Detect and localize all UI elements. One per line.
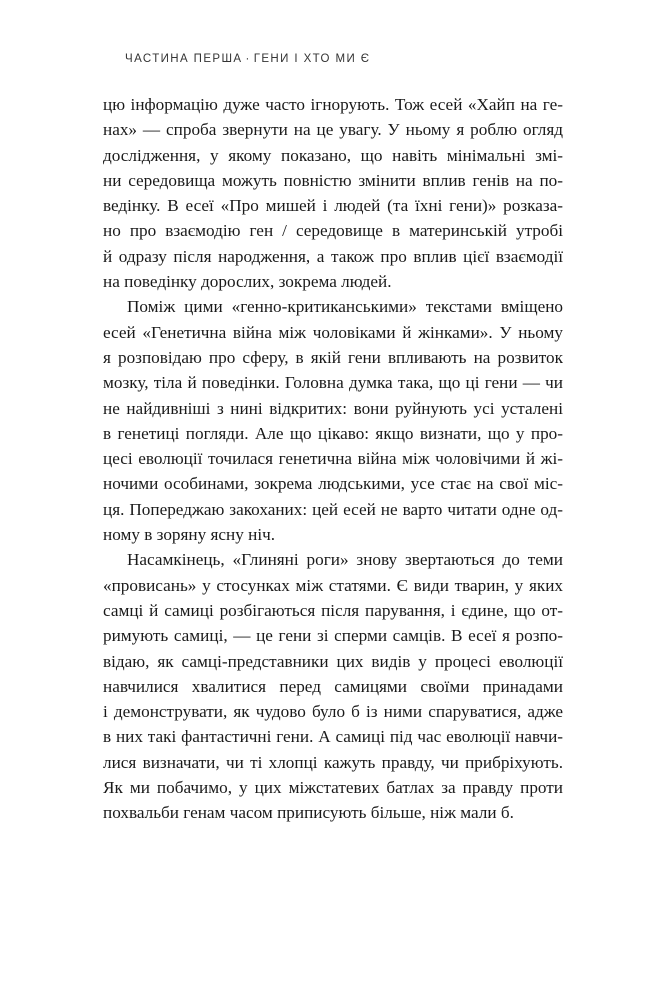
running-head-separator: · (245, 53, 251, 65)
text-line: похвальби генам часом приписують більше, ніж мали б. (103, 803, 514, 823)
text-line: ведінку. В есеї «Про мишей і людей (та їхні гени)» розказа- (103, 196, 563, 216)
text-line: ному в зоряну ясну ніч. (103, 525, 276, 545)
text-line: навчилися хвалитися перед самицями своїми принадами (103, 676, 563, 696)
body-text (103, 92, 563, 826)
text-line: в генетиці погляди. Але що цікаво: якщо визнати, що у про- (103, 423, 563, 443)
text-line: на поведінку дорослих, зокрема людей. (103, 272, 392, 292)
text-line: Поміж цими «генно-критиканськими» текстами вміщено (127, 297, 563, 317)
text-line: в них такі фантастичні гени. А самиці під час еволюції навчи- (103, 727, 563, 747)
text-line: дослідження, у якому показано, що навіть мінімальні змі- (103, 145, 563, 165)
text-line: і демонструвати, як чудово було б із ними спаруватися, адже (103, 702, 563, 722)
text-line: Як ми побачимо, у цих міжстатевих батлах за правду проти (103, 778, 563, 798)
text-line: я розповідаю про сферу, в якій гени впливають на розвиток (103, 347, 563, 367)
text-line: римують самиці, — це гени зі сперми самців. В есеї я розпо- (103, 626, 563, 646)
text-line: мозку, тіла й поведінки. Головна думка така, що ці гени — чи (103, 373, 563, 393)
text-line: «провисань» у стосунках між статями. Є види тварин, у яких (103, 575, 563, 595)
text-line: ночими особинами, зокрема людськими, усе стає на свої міс- (103, 474, 563, 494)
running-head-part: ЧАСТИНА ПЕРША (125, 53, 243, 65)
paragraph-2 (103, 294, 563, 547)
text-line: ця. Попереджаю закоханих: цей есей не варто читати одне од- (103, 499, 563, 519)
text-line: не найдивніші з нині відкритих: вони руйнують усі усталені (103, 398, 563, 418)
text-line: цю інформацію дуже часто ігнорують. Тож есей «Хайп на ге- (103, 95, 563, 114)
text-line: відаю, як самці-представники цих видів у процесі еволюції (103, 651, 563, 671)
text-line: Насамкінець, «Глиняні роги» знову звертаються до теми (127, 550, 563, 570)
running-head (125, 53, 370, 65)
text-line: но про взаємодію ген / середовище в материнській утробі (103, 221, 563, 241)
text-line: й одразу після народження, а також про вплив цієї взаємодії (103, 246, 563, 266)
paragraph-1 (103, 92, 563, 294)
text-line: самці й самиці розбігаються після парування, і єдине, що от- (103, 600, 563, 620)
running-head-title: ГЕНИ І ХТО МИ Є (253, 53, 371, 65)
text-line: лися визначати, чи ті хлопці кажуть правду, чи прибріхують. (103, 752, 563, 772)
text-line: нах» — спроба звернути на це увагу. У ньому я роблю огляд (103, 120, 563, 140)
paragraph-3 (103, 547, 563, 825)
text-line: цесі еволюції точилася генетична війна між чоловічими й жі- (103, 449, 563, 469)
text-line: ни середовища можуть повністю змінити вплив генів на по- (103, 170, 563, 190)
text-line: есей «Генетична війна між чоловіками й жінками». У ньому (103, 322, 563, 342)
